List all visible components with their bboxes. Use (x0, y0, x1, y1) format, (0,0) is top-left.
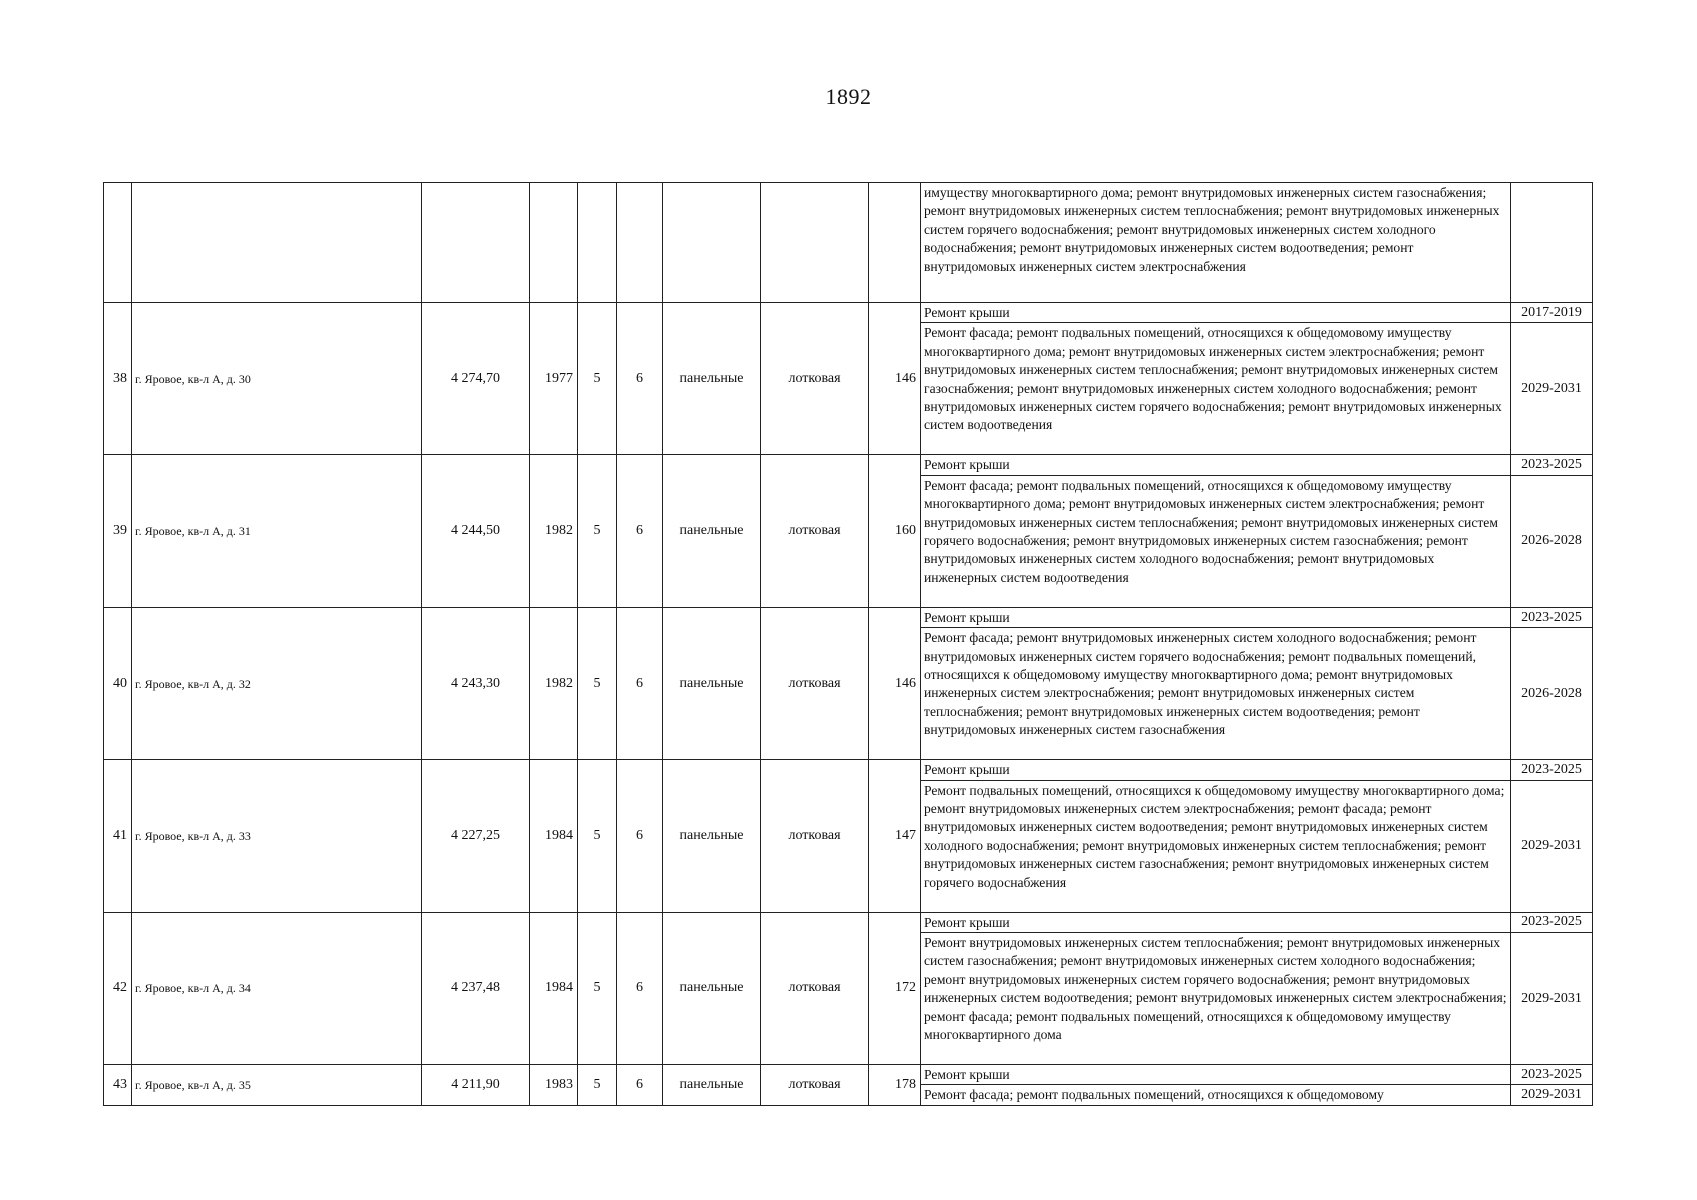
cell-no (104, 183, 132, 303)
cell-floors: 5 (578, 455, 617, 607)
cell-year: 1982 (530, 607, 578, 759)
table-row (104, 607, 1593, 627)
cell-no: 40 (104, 607, 132, 759)
cell-residents (869, 183, 921, 303)
cell-roof-type (761, 183, 869, 303)
cell-year: 1977 (530, 303, 578, 455)
cell-address: г. Яровое, кв-л А, д. 30 (132, 303, 422, 455)
table-row (104, 760, 1593, 780)
cell-other-period: 2029-2031 (1511, 933, 1593, 1065)
cell-entrances: 6 (617, 303, 663, 455)
cell-entrances: 6 (617, 455, 663, 607)
cell-other-work: Ремонт подвальных помещений, относящихся к общедомовому имуществу многоквартирного дома; ремонт внутридомовых инженерных систем электроснабжения; ремонт фасада; ремонт внутридомовых инженерных систем водоотведения; ремонт внутридомовых инженерных систем холодного водоснабжения; ремонт внутридомовых инженерных систем теплоснабжения; ремонт внутридомовых инженерных систем газоснабжения; ремонт внутридомовых инженерных систем горячего водоснабжения (921, 780, 1511, 912)
cell-other-period: 2026-2028 (1511, 628, 1593, 760)
cell-roof-work: Ремонт крыши (921, 1065, 1511, 1085)
cell-walls: панельные (663, 1065, 761, 1106)
cell-walls: панельные (663, 607, 761, 759)
table-body (104, 183, 1593, 1106)
table-row (104, 912, 1593, 932)
cell-residents: 146 (869, 607, 921, 759)
cell-roof-period: 2023-2025 (1511, 455, 1593, 475)
cell-entrances: 6 (617, 1065, 663, 1106)
cell-roof-type: лотковая (761, 760, 869, 912)
cell-other-period: 2026-2028 (1511, 475, 1593, 607)
cell-year (530, 183, 578, 303)
cell-address: г. Яровое, кв-л А, д. 31 (132, 455, 422, 607)
page-number: 1892 (825, 84, 872, 109)
cell-year: 1984 (530, 760, 578, 912)
cell-roof-type: лотковая (761, 303, 869, 455)
cell-entrances: 6 (617, 607, 663, 759)
cell-roof-work: Ремонт крыши (921, 455, 1511, 475)
cell-address: г. Яровое, кв-л А, д. 32 (132, 607, 422, 759)
cell-residents: 160 (869, 455, 921, 607)
cell-residents: 147 (869, 760, 921, 912)
table-row (104, 1065, 1593, 1085)
cell-roof-period: 2023-2025 (1511, 607, 1593, 627)
cell-floors (578, 183, 617, 303)
cell-floors: 5 (578, 760, 617, 912)
cell-roof-period: 2023-2025 (1511, 912, 1593, 932)
cell-entrances: 6 (617, 760, 663, 912)
table-row (104, 303, 1593, 323)
capital-repair-table (103, 182, 1593, 1106)
cell-work-continuation: имуществу многоквартирного дома; ремонт внутридомовых инженерных систем газоснабжения; ремонт внутридомовых инженерных систем теплоснабжения; ремонт внутридомовых инженерных систем горячего водоснабжения; ремонт внутридомовых инженерных систем холодного водоснабжения; ремонт внутридомовых инженерных систем водоотведения; ремонт внутридомовых инженерных систем электроснабжения (921, 183, 1511, 303)
cell-floors: 5 (578, 607, 617, 759)
cell-area: 4 243,30 (422, 607, 530, 759)
cell-other-work: Ремонт фасада; ремонт подвальных помещений, относящихся к общедомовому имуществу многоквартирного дома; ремонт внутридомовых инженерных систем электроснабжения; ремонт внутридомовых инженерных систем теплоснабжения; ремонт внутридомовых инженерных систем газоснабжения; ремонт внутридомовых инженерных систем холодного водоснабжения; ремонт внутридомовых инженерных систем горячего водоснабжения; ремонт внутридомовых инженерных систем водоотведения (921, 323, 1511, 455)
cell-roof-type: лотковая (761, 1065, 869, 1106)
cell-roof-work: Ремонт крыши (921, 912, 1511, 932)
cell-floors: 5 (578, 1065, 617, 1106)
cell-area: 4 237,48 (422, 912, 530, 1064)
cell-walls: панельные (663, 912, 761, 1064)
cell-walls: панельные (663, 455, 761, 607)
cell-other-work: Ремонт фасада; ремонт подвальных помещений, относящихся к общедомовому имуществу многоквартирного дома; ремонт внутридомовых инженерных систем электроснабжения; ремонт внутридомовых инженерных систем теплоснабжения; ремонт внутридомовых инженерных систем горячего водоснабжения; ремонт внутридомовых инженерных систем газоснабжения; ремонт внутридомовых инженерных систем холодного водоснабжения; ремонт внутридомовых инженерных систем водоотведения (921, 475, 1511, 607)
cell-roof-type: лотковая (761, 455, 869, 607)
cell-area: 4 211,90 (422, 1065, 530, 1106)
cell-area: 4 227,25 (422, 760, 530, 912)
continuation-row (104, 183, 1593, 303)
cell-no: 41 (104, 760, 132, 912)
cell-no: 38 (104, 303, 132, 455)
table-row (104, 455, 1593, 475)
cell-residents: 172 (869, 912, 921, 1064)
cell-walls: панельные (663, 303, 761, 455)
cell-entrances: 6 (617, 912, 663, 1064)
cell-other-work: Ремонт фасада; ремонт подвальных помещений, относящихся к общедомовому (921, 1085, 1511, 1105)
cell-area (422, 183, 530, 303)
cell-year: 1982 (530, 455, 578, 607)
cell-other-period: 2029-2031 (1511, 780, 1593, 912)
cell-other-period: 2029-2031 (1511, 323, 1593, 455)
cell-other-work: Ремонт внутридомовых инженерных систем теплоснабжения; ремонт внутридомовых инженерных систем газоснабжения; ремонт внутридомовых инженерных систем холодного водоснабжения; ремонт внутридомовых инженерных систем горячего водоснабжения; ремонт внутридомовых инженерных систем водоотведения; ремонт внутридомовых инженерных систем электроснабжения; ремонт фасада; ремонт подвальных помещений, относящихся к общедомовому имуществу многоквартирного дома (921, 933, 1511, 1065)
cell-no: 42 (104, 912, 132, 1064)
cell-address (132, 183, 422, 303)
cell-residents: 146 (869, 303, 921, 455)
cell-residents: 178 (869, 1065, 921, 1106)
cell-roof-period: 2017-2019 (1511, 303, 1593, 323)
cell-other-work: Ремонт фасада; ремонт внутридомовых инженерных систем холодного водоснабжения; ремонт внутридомовых инженерных систем горячего водоснабжения; ремонт подвальных помещений, относящихся к общедомовому имуществу многоквартирного дома; ремонт внутридомовых инженерных систем электроснабжения; ремонт внутридомовых инженерных систем теплоснабжения; ремонт внутридомовых инженерных систем водоотведения; ремонт внутридомовых инженерных систем газоснабжения (921, 628, 1511, 760)
cell-roof-type: лотковая (761, 607, 869, 759)
cell-year: 1984 (530, 912, 578, 1064)
cell-entrances (617, 183, 663, 303)
cell-address: г. Яровое, кв-л А, д. 35 (132, 1065, 422, 1106)
cell-floors: 5 (578, 912, 617, 1064)
cell-address: г. Яровое, кв-л А, д. 33 (132, 760, 422, 912)
cell-roof-work: Ремонт крыши (921, 760, 1511, 780)
cell-other-period: 2029-2031 (1511, 1085, 1593, 1105)
cell-area: 4 244,50 (422, 455, 530, 607)
cell-roof-period: 2023-2025 (1511, 1065, 1593, 1085)
cell-no: 43 (104, 1065, 132, 1106)
cell-walls (663, 183, 761, 303)
cell-roof-work: Ремонт крыши (921, 303, 1511, 323)
cell-year: 1983 (530, 1065, 578, 1106)
cell-area: 4 274,70 (422, 303, 530, 455)
cell-roof-work: Ремонт крыши (921, 607, 1511, 627)
cell-roof-type: лотковая (761, 912, 869, 1064)
cell-roof-period: 2023-2025 (1511, 760, 1593, 780)
cell-walls: панельные (663, 760, 761, 912)
cell-floors: 5 (578, 303, 617, 455)
cell-period (1511, 183, 1593, 303)
cell-address: г. Яровое, кв-л А, д. 34 (132, 912, 422, 1064)
cell-no: 39 (104, 455, 132, 607)
